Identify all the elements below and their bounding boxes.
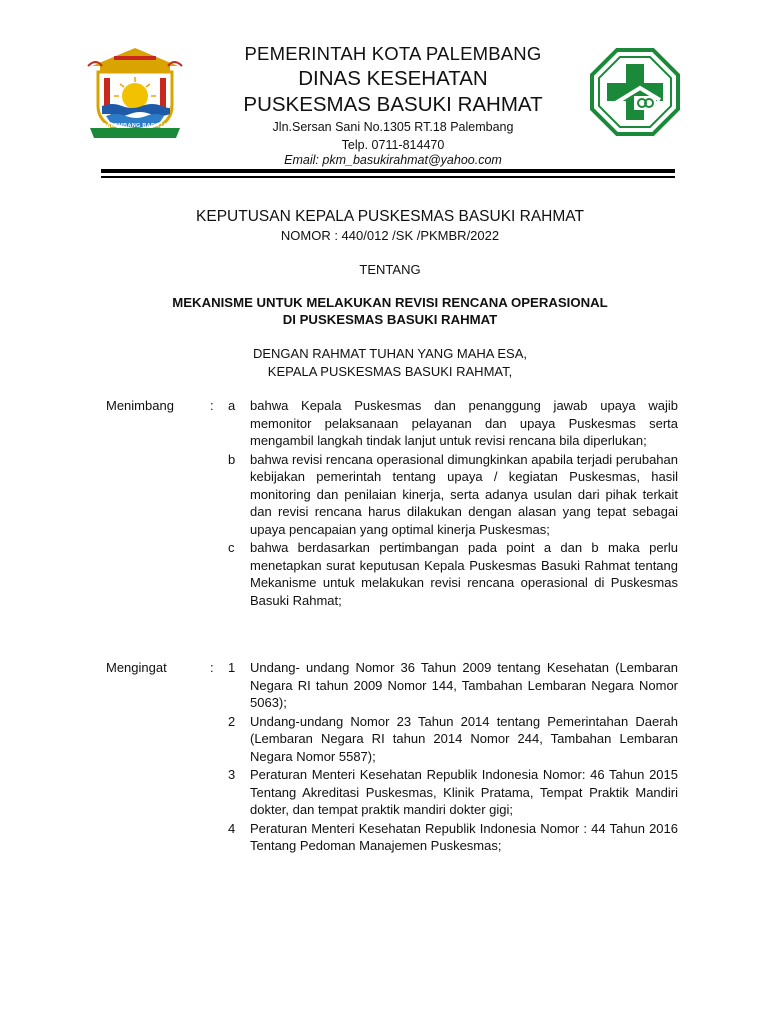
list-item — [106, 451, 678, 539]
crest-motto: PALEMBANG BARAJA — [102, 123, 168, 129]
header-divider-thin — [101, 176, 675, 178]
item-text: bahwa revisi rencana operasional dimungkinkan apabila terjadi perubahan kebijakan pemerintah tentang upaya / kegiatan Puskesmas, hasil monitoring dan penilaian kinerja, serta adanya usulan dari pihak terkait dan revisi rencana harus dilakukan dengan alasan yang tepat sebagai upaya pencapaian yang optimal kinerja Puskesmas; — [250, 451, 678, 537]
list-item — [106, 659, 678, 712]
item-text: Undang-undang Nomor 23 Tahun 2014 tentang Pemerintahan Daerah (Lembaran Negara RI tahun 2014 Nomor 244, Tambahan Lembaran Negara Nomor 5587); — [250, 713, 678, 764]
section-label: Menimbang — [106, 398, 174, 413]
email: Email: pkm_basukirahmat@yahoo.com — [284, 153, 502, 167]
list-item — [106, 713, 678, 766]
section-label: Mengingat — [106, 660, 167, 675]
decree-title: KEPUTUSAN KEPALA PUSKESMAS BASUKI RAHMAT — [196, 208, 584, 225]
item-text: Peraturan Menteri Kesehatan Republik Indonesia Nomor: 46 Tahun 2015 Tentang Akreditasi Puskesmas, Klinik Pratama, Tempat Praktik Mandiri dokter, dan tempat praktik mandiri dokter gigi; — [250, 767, 678, 817]
tentang-heading: TENTANG — [359, 262, 421, 277]
preamble — [90, 345, 690, 380]
department-name: DINAS KESEHATAN — [298, 67, 488, 90]
government-name: PEMERINTAH KOTA PALEMBANG — [244, 43, 542, 64]
item-marker: b — [228, 451, 236, 467]
menimbang-section — [106, 397, 678, 609]
item-text: Peraturan Menteri Kesehatan Republik Indonesia Nomor : 44 Tahun 2016 Tentang Pedoman Manajemen Puskesmas; — [250, 820, 678, 853]
header-divider-thick — [101, 169, 675, 173]
list-item — [106, 397, 678, 450]
puskesmas-cross-icon — [590, 48, 680, 136]
subject-line-1: MEKANISME UNTUK MELAKUKAN REVISI RENCANA OPERASIONAL — [172, 295, 608, 310]
list-item — [106, 820, 678, 855]
section-colon: : — [210, 398, 214, 413]
item-text: bahwa berdasarkan pertimbangan pada point a dan b maka perlu menetapkan surat keputusan Kepala Puskesmas Basuki Rahmat tentang Mekanisme untuk melakukan revisi rencana operasional di Puskesmas Basuki Rahmat; — [250, 540, 678, 608]
section-colon: : — [210, 660, 214, 675]
list-item — [106, 539, 678, 609]
item-marker: 1 — [228, 660, 236, 675]
list-item — [106, 766, 678, 819]
item-text: Undang- undang Nomor 36 Tahun 2009 tentang Kesehatan (Lembaran Negara RI tahun 2009 Nomor 144, Tambahan Lembaran Negara Nomor 5063); — [250, 660, 678, 710]
item-text: bahwa Kepala Puskesmas dan penanggung jawab upaya wajib memonitor pelaksanaan pelayanan dan upaya Puskesmas serta mengambil langkah tindak lanjut untuk revisi rencana bila diperlukan; — [250, 398, 678, 448]
preamble-line-1: DENGAN RAHMAT TUHAN YANG MAHA ESA, — [252, 346, 527, 361]
puskesmas-name: PUSKESMAS BASUKI RAHMAT — [243, 93, 543, 116]
mengingat-section — [106, 659, 678, 855]
item-marker: 4 — [228, 820, 236, 836]
item-marker: 3 — [228, 767, 236, 782]
phone: Telp. 0711-814470 — [341, 137, 445, 152]
preamble-line-2: KEPALA PUSKESMAS BASUKI RAHMAT, — [267, 363, 513, 379]
item-marker: c — [228, 540, 235, 555]
letterhead — [200, 42, 586, 169]
item-marker: 2 — [228, 713, 236, 729]
item-marker: a — [228, 398, 236, 413]
subject-line-2: DI PUSKESMAS BASUKI RAHMAT — [282, 312, 498, 327]
decree-subject — [90, 294, 690, 328]
decree-number: NOMOR : 440/012 /SK /PKMBR/2022 — [280, 228, 500, 243]
address: Jln.Sersan Sani No.1305 RT.18 Palembang — [272, 120, 514, 134]
